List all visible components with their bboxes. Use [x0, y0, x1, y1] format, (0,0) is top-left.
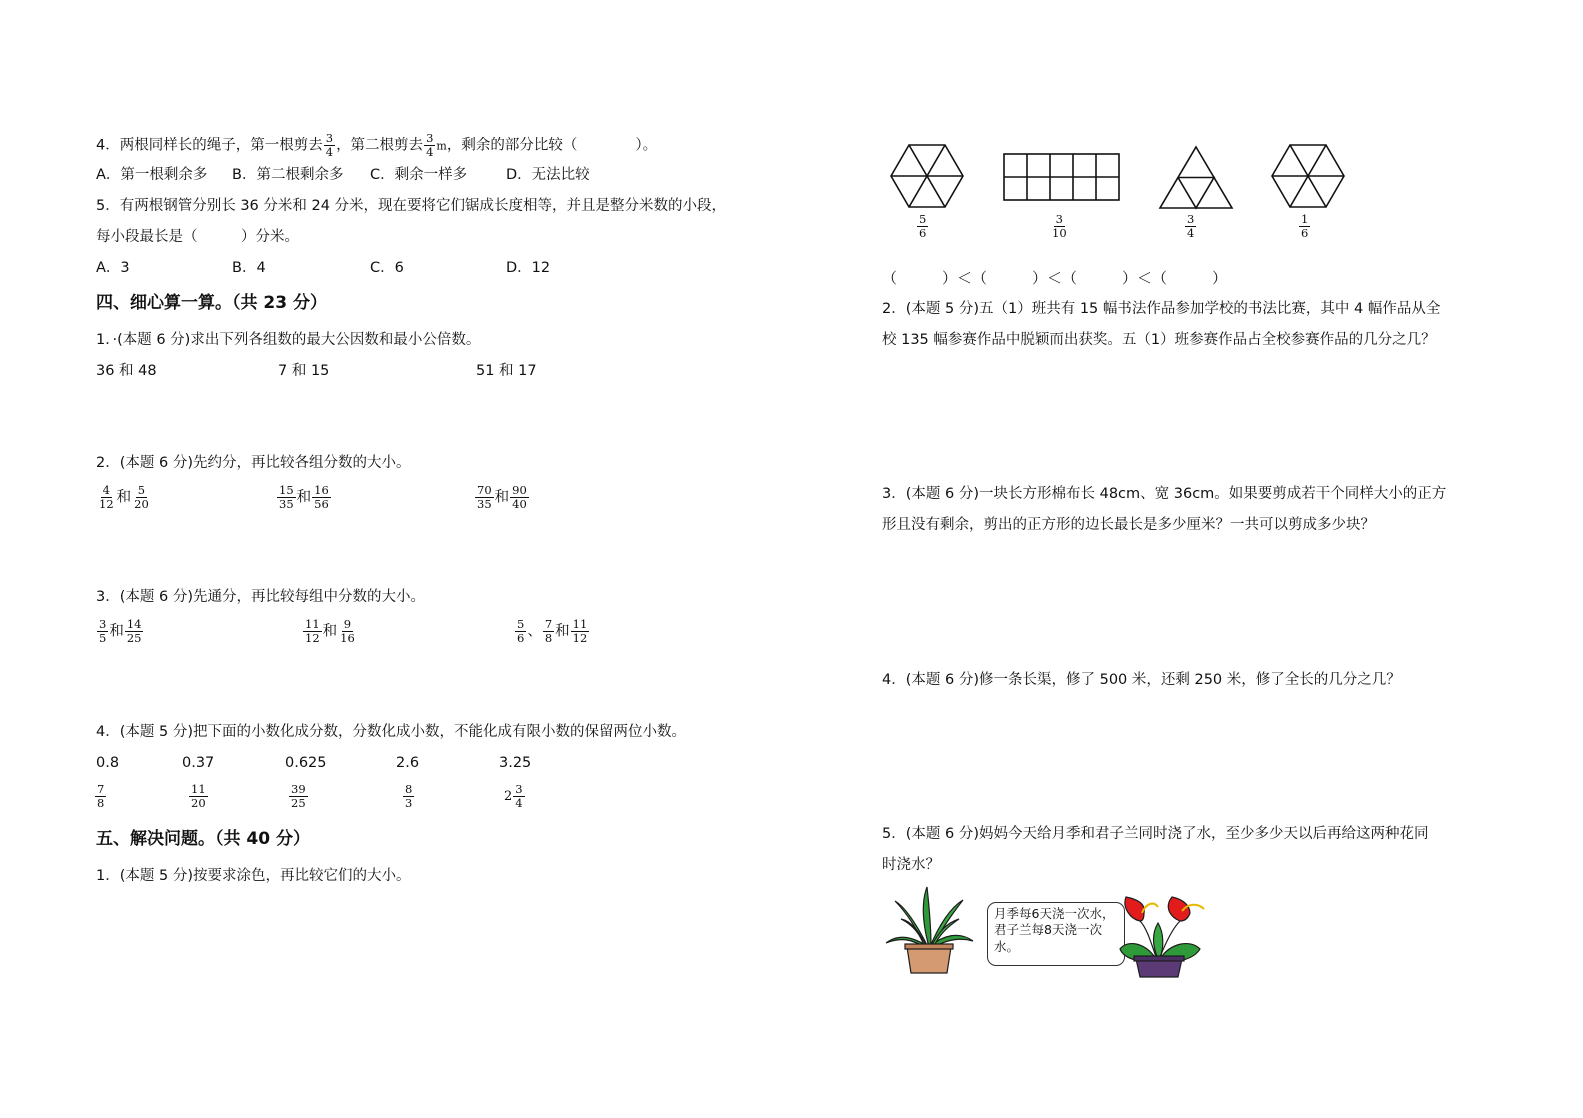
sec4-p3-text: 3．(本题 6 分)先通分，再比较每组中分数的大小。 — [96, 589, 425, 605]
sec4-p3-group: $\frac{3}{5}$ 和 $\frac{14}{25}$ — [99, 617, 142, 646]
sec4-p2-text: 2．(本题 6 分)先约分，再比较各组分数的大小。 — [96, 455, 411, 471]
r-p4-text: 4．(本题 6 分)修一条长渠，修了 500 米，还剩 250 米，修了全长的几分之几？ — [882, 672, 1401, 688]
r-p5-line2: 时浇水？ — [882, 857, 940, 873]
sec5-p1-text: 1．(本题 5 分)按要求涂色，再比较它们的大小。 — [96, 868, 411, 884]
sec4-p4-text: 4．(本题 5 分)把下面的小数化成分数，分数化成小数，不能化成有限小数的保留两位小数。 — [96, 724, 686, 740]
shape-fraction-label: $\frac{1}{6}$ — [1301, 212, 1309, 241]
shape-fraction-label: $\frac{5}{6}$ — [919, 212, 927, 241]
fraction-item: $\frac{8}{3}$ — [405, 782, 413, 811]
sec4-p1-item: 7 和 15 — [278, 363, 330, 379]
compare-blanks: （ ）＜（ ）＜（ ）＜（ ） — [882, 269, 1228, 287]
mixed-number: 2 $\frac{3}{4}$ — [504, 782, 523, 811]
decimal-item: 0.8 — [96, 755, 120, 771]
fraction: $\frac{3}{4}$ — [325, 131, 334, 160]
decimal-item: 2.6 — [396, 755, 420, 771]
sec4-p1-item: 51 和 17 — [476, 363, 537, 379]
fraction-item: $\frac{11}{20}$ — [191, 782, 206, 811]
sec4-p2-pair: $\frac{15}{35}$ 和 $\frac{16}{56}$ — [279, 483, 329, 512]
section-5-heading: 五、解决问题。（共 40 分） — [96, 829, 310, 849]
fraction-item: $\frac{39}{25}$ — [291, 782, 306, 811]
r-p5-line1: 5．(本题 6 分)妈妈今天给月季和君子兰同时浇了水，至少多少天以后再给这两种花同 — [882, 826, 1429, 842]
shape-fraction-label: $\frac{3}{4}$ — [1187, 212, 1195, 241]
q5-line1: 5．有两根钢管分别长 36 分米和 24 分米，现在要将它们锯成长度相等，并且是整分米数的小段， — [96, 198, 727, 214]
fraction: $\frac{3}{4}$ — [426, 131, 434, 160]
sec4-p3-group: $\frac{5}{6}$ 、 $\frac{7}{8}$ 和 $\frac{11}{12}$ — [517, 617, 588, 646]
hexagon-shape — [1271, 144, 1345, 208]
decimal-item: 3.25 — [499, 755, 532, 771]
rectangle-grid-shape — [1003, 153, 1120, 201]
hexagon-shape — [890, 144, 964, 208]
shape-fraction-label: $\frac{3}{10}$ — [1052, 212, 1067, 241]
sec4-p2-pair: $\frac{70}{35}$ 和 $\frac{90}{40}$ — [477, 483, 527, 512]
triangle-shape — [1159, 146, 1233, 209]
fraction-item: $\frac{7}{8}$ — [97, 782, 105, 811]
q4-option-c: C．剩余一样多 — [370, 167, 468, 183]
q5-line2: 每小段最长是（ ）分米。 — [96, 229, 299, 245]
q5-option-b: B．4 — [232, 260, 266, 276]
decimal-item: 0.37 — [182, 755, 215, 771]
r-p2-line1: 2．(本题 5 分)五（1）班共有 15 幅书法作品参加学校的书法比赛，其中 4 幅作品从全 — [882, 301, 1441, 317]
flower-plant-illustration — [1116, 893, 1210, 981]
q4-text: 4．两根同样长的绳子，第一根剪去 $\frac{3}{4}$ ，第二根剪去 $\frac{3}{4}$ m，剩余的部分比较（ ）。 — [96, 131, 658, 160]
q4-option-d: D．无法比较 — [506, 167, 590, 183]
sec4-p2-pair: $\frac{4}{12}$ 和 $\frac{5}{20}$ — [99, 483, 149, 512]
potted-plant-illustration — [883, 885, 975, 977]
q4-option-b: B．第二根剩余多 — [232, 167, 344, 183]
sec4-p3-group: $\frac{11}{12}$ 和 $\frac{9}{16}$ — [305, 617, 355, 646]
r-p3-line1: 3．(本题 6 分)一块长方形棉布长 48cm、宽 36cm。如果要剪成若干个同样大小的正方 — [882, 486, 1447, 502]
sec4-p1-text: 1．·(本题 6 分)求出下列各组数的最大公因数和最小公倍数。 — [96, 332, 481, 348]
q5-option-d: D．12 — [506, 260, 551, 276]
r-p2-line2: 校 135 幅参赛作品中脱颖而出获奖。五（1）班参赛作品占全校参赛作品的几分之几？ — [882, 332, 1436, 348]
section-4-heading: 四、细心算一算。（共 23 分） — [96, 293, 327, 313]
q5-option-c: C．6 — [370, 260, 404, 276]
sec4-p1-item: 36 和 48 — [96, 363, 157, 379]
q4-option-a: A．第一根剩余多 — [96, 167, 208, 183]
r-p3-line2: 形且没有剩余，剪出的正方形的边长最长是多少厘米？一共可以剪成多少块？ — [882, 517, 1375, 533]
q5-option-a: A．3 — [96, 260, 130, 276]
speech-bubble: 月季每6天浇一次水，君子兰每8天浇一次水。 — [987, 902, 1125, 966]
decimal-item: 0.625 — [285, 755, 327, 771]
